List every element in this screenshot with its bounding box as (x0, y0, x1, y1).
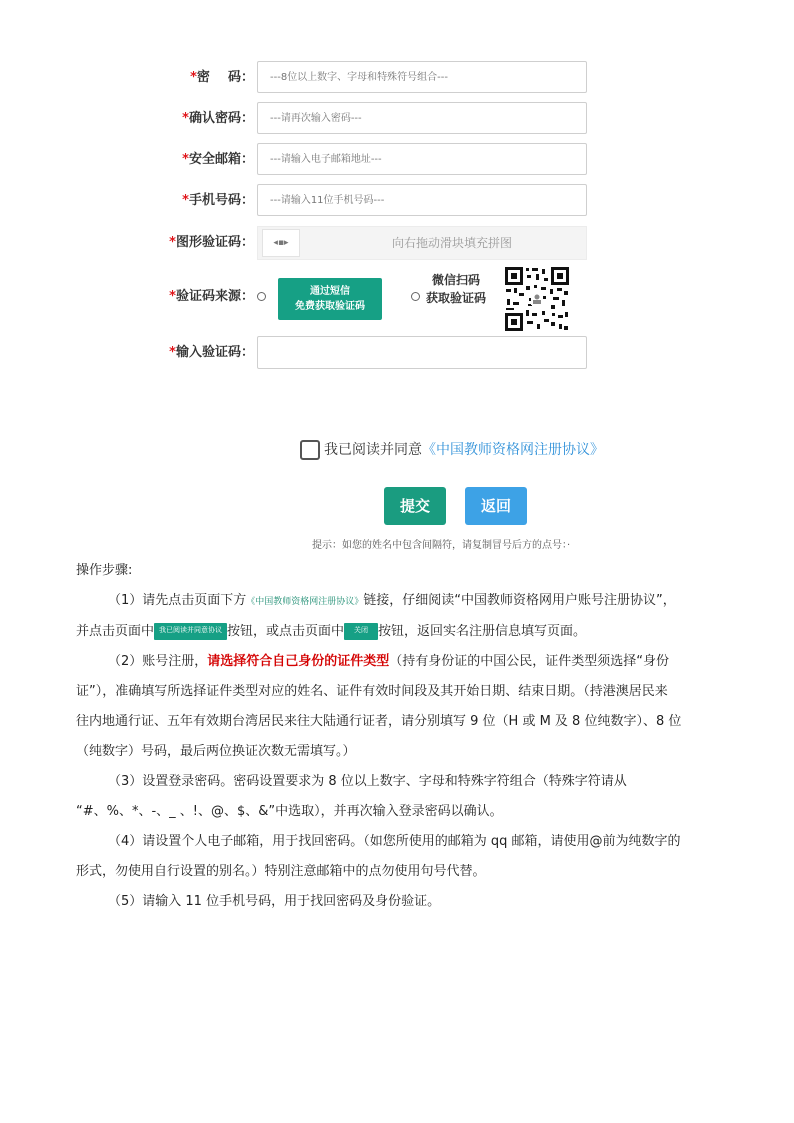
step-2: （2）账号注册，请选择符合自己身份的证件类型（持有身份证的中国公民，证件类型须选择“身份 (108, 654, 670, 669)
confirm-password-row (0, 102, 794, 136)
step-3-line-2: “#、%、*、-、_ 、!、@、$、&”中选取），并再次输入登录密码以确认。 (76, 804, 503, 819)
sms-radio[interactable] (257, 292, 266, 301)
captcha-label: *图形验证码： (169, 235, 254, 250)
step-1-agree-button-image: 我已阅读并同意协议 (154, 623, 227, 640)
wechat-code-text: 微信扫码 获取验证码 (426, 273, 487, 305)
agreement-link[interactable]: 《中国教师资格网注册协议》 (422, 442, 604, 458)
code-input-row (0, 336, 794, 370)
step-1-cont: 并点击页面中 我已阅读并同意协议 按钮，或点击页面中 关闭 按钮，返回实名注册信息填写页面。 (76, 624, 587, 639)
step-2-line-4: （纯数字）号码，最后两位换证次数无需填写。） (76, 744, 356, 759)
submit-button[interactable]: 提交 (384, 487, 446, 525)
step-2-line-2: 证”），准确填写所选择证件类型对应的姓名、证件有效时间段及其开始日期、结束日期。（持港澳居民来 (76, 684, 668, 699)
password-input[interactable] (257, 61, 587, 93)
verification-code-input[interactable] (257, 336, 587, 369)
code-source-row (0, 280, 794, 314)
password-row (0, 61, 794, 95)
email-row (0, 143, 794, 177)
hint-text: 提示：如您的姓名中包含间隔符，请复制冒号后方的点号：· (312, 540, 571, 551)
step-2-line-3: 往内地通行证、五年有效期台湾居民来往大陆通行证者，请分别填写 9 位（H 或 M 及 8 位纯数字）、8 位 (76, 714, 682, 729)
step-1-close-button-image: 关闭 (344, 623, 378, 640)
slider-text: 向右拖动滑块填充拼图 (391, 236, 512, 250)
agreement-text: 我已阅读并同意《中国教师资格网注册协议》 (324, 442, 604, 458)
confirm-password-label: *确认密码： (182, 111, 254, 126)
code-source-label: *验证码来源： (169, 289, 254, 304)
back-button[interactable]: 返回 (465, 487, 527, 525)
phone-row (0, 184, 794, 218)
agreement-checkbox[interactable] (300, 440, 320, 460)
instructions (76, 556, 726, 917)
phone-label: *手机号码： (182, 193, 254, 208)
step-1: （1）请先点击页面下方《中国教师资格网注册协议》链接，仔细阅读“中国教师资格网用户账号注册协议”， (108, 593, 676, 608)
email-label: *安全邮箱： (182, 152, 254, 167)
code-input-label: *输入验证码： (169, 345, 254, 360)
email-input[interactable] (257, 143, 587, 175)
captcha-slider[interactable] (257, 226, 587, 260)
step-5: （5）请输入 11 位手机号码，用于找回密码及身份验证。 (108, 894, 441, 909)
phone-input[interactable] (257, 184, 587, 216)
wechat-qr-code-icon (504, 266, 570, 332)
step-4: （4）请设置个人电子邮箱，用于找回密码。（如您所使用的邮箱为 qq 邮箱，请使用@前为纯数字的 (108, 834, 681, 849)
slider-handle[interactable]: ◂▪▸ (262, 229, 300, 257)
confirm-password-input[interactable] (257, 102, 587, 134)
password-label: *密 码： (190, 70, 254, 85)
sms-code-button[interactable]: 通过短信 免费获取验证码 (278, 278, 382, 320)
step-3: （3）设置登录密码。密码设置要求为 8 位以上数字、字母和特殊字符组合（特殊字符请从 (108, 774, 627, 789)
step-4-line-2: 形式，勿使用自行设置的别名。）特别注意邮箱中的点勿使用句号代替。 (76, 864, 486, 879)
instructions-heading: 操作步骤: (76, 563, 133, 578)
wechat-radio[interactable] (411, 292, 420, 301)
step-1-agreement-link: 《中国教师资格网注册协议》 (246, 597, 364, 607)
